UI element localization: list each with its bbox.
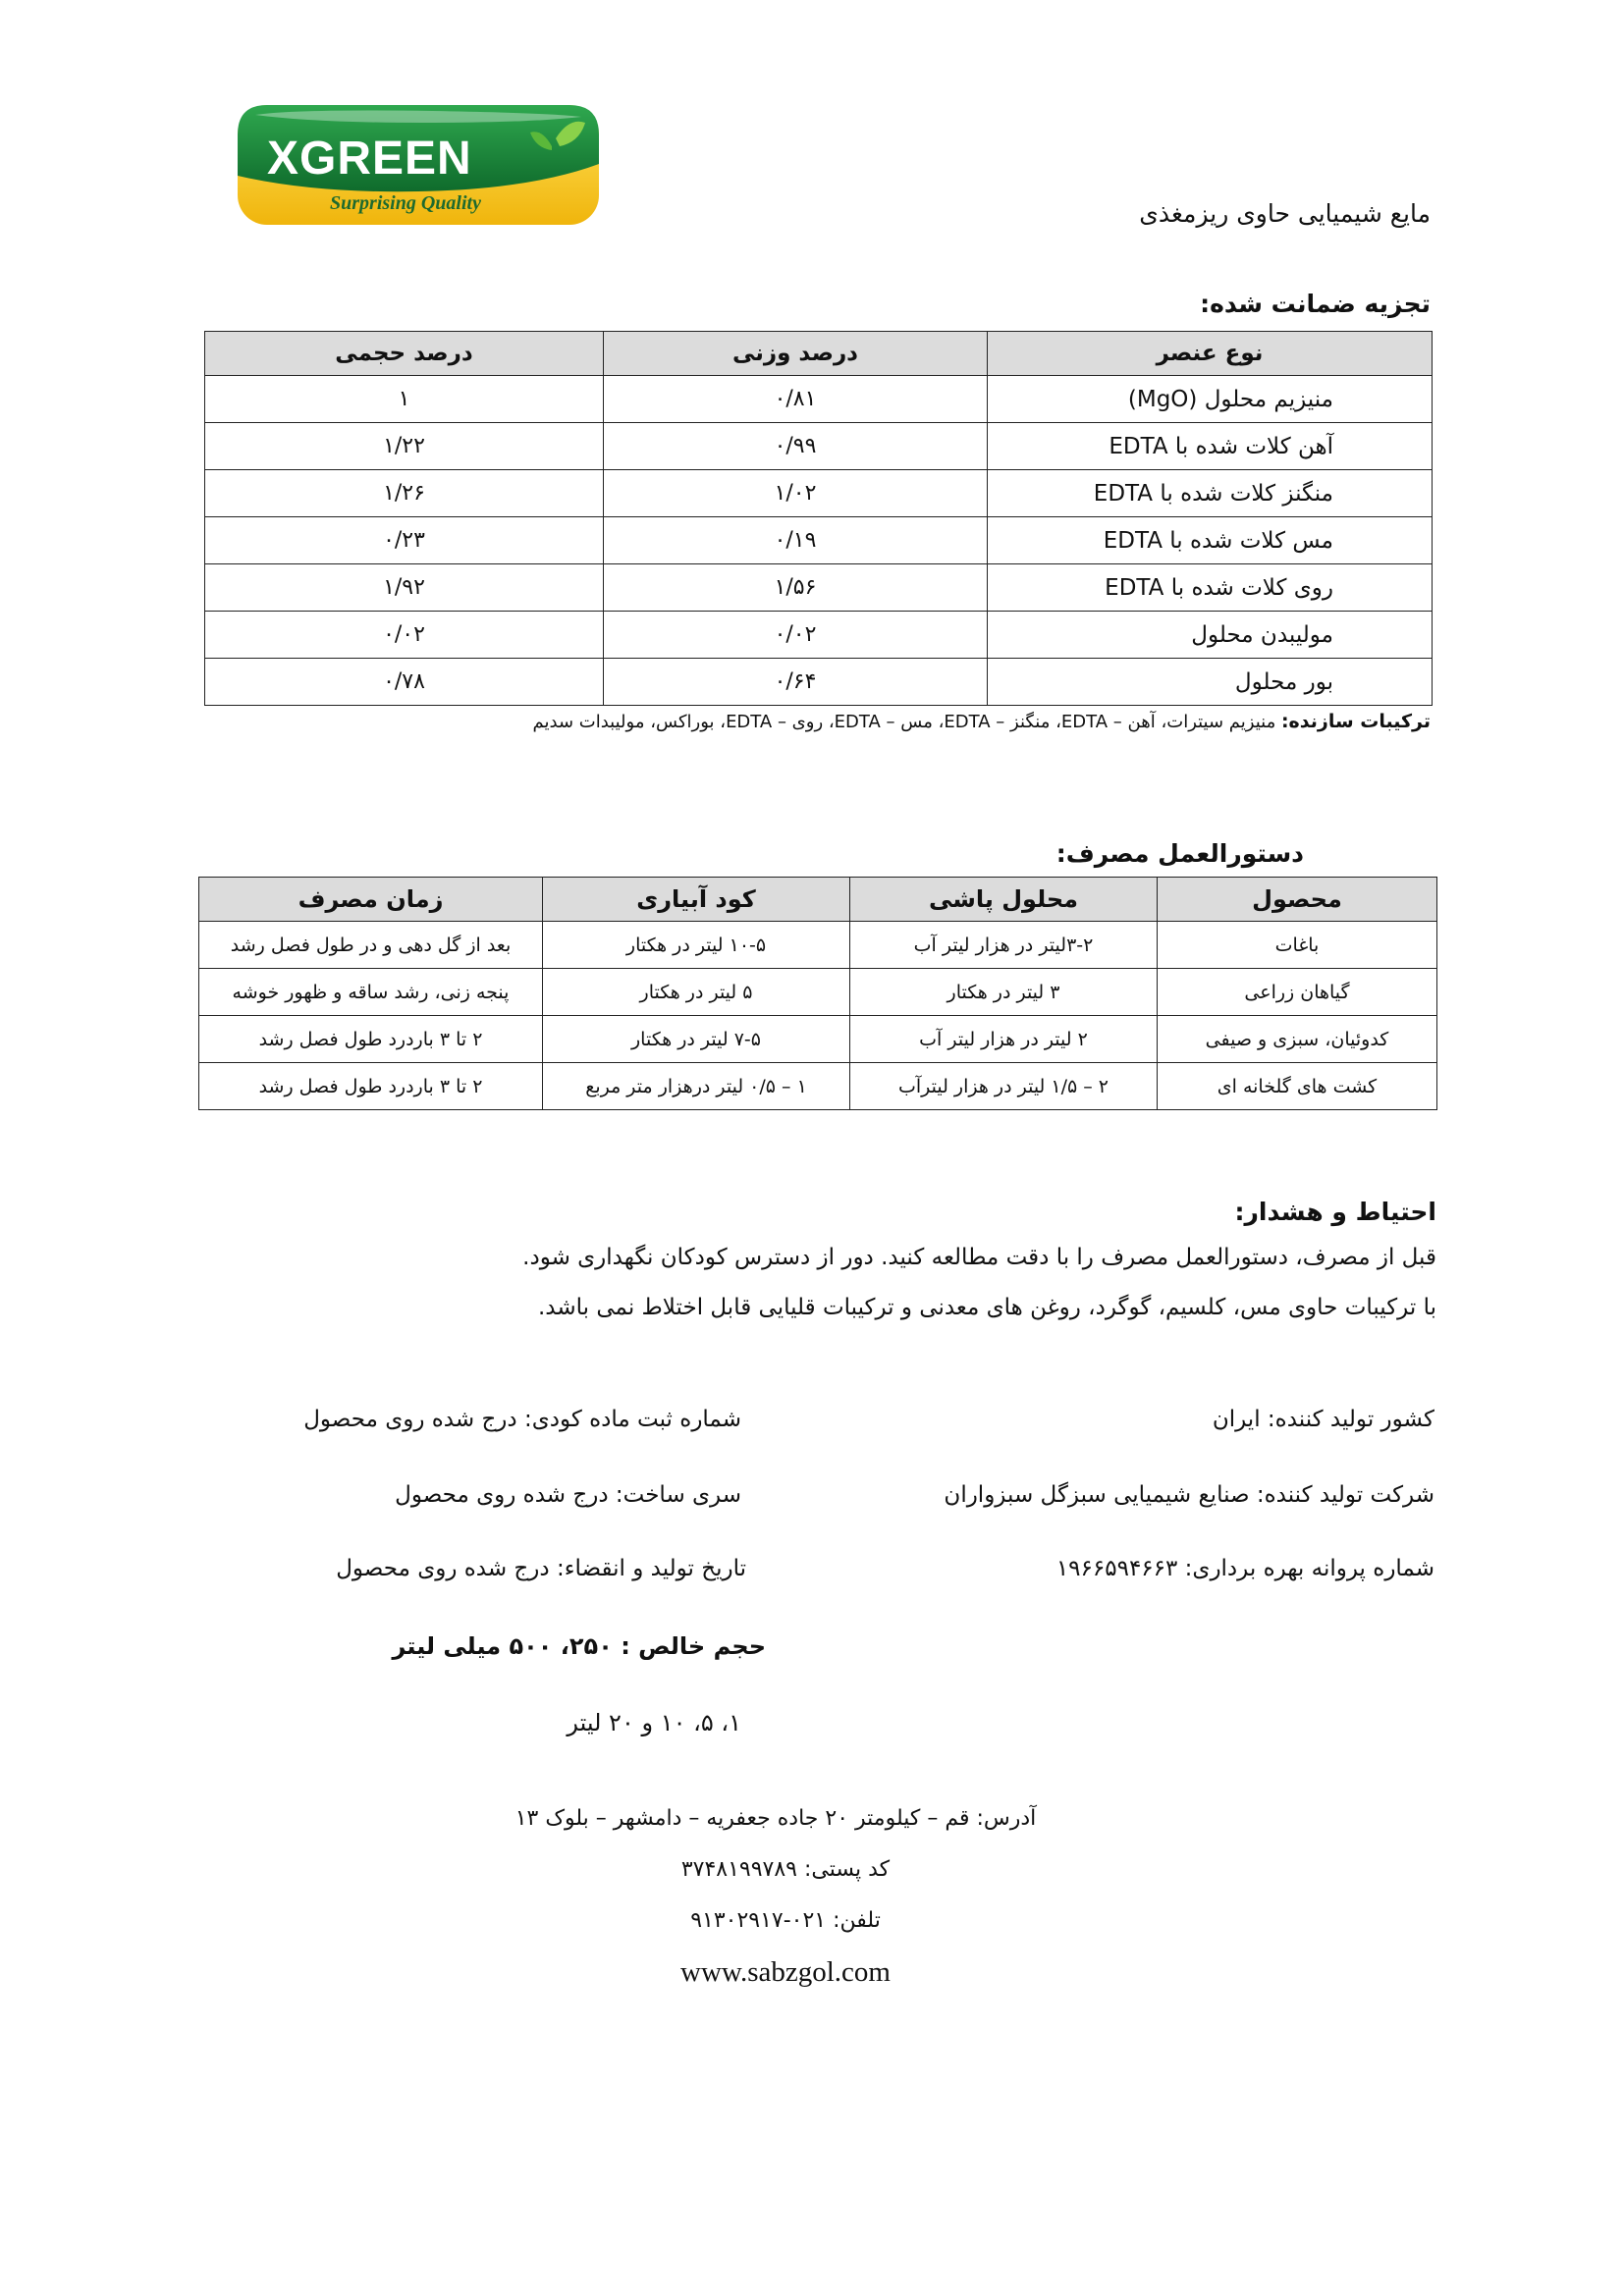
table-row — [205, 612, 1433, 659]
column-header: محلول پاشی — [850, 878, 1158, 922]
registration-number: شماره ثبت ماده کودی: درج شده روی محصول — [303, 1407, 741, 1432]
table-row — [199, 1063, 1437, 1110]
timing-cell: ۲ تا ۳ باردرد طول فصل رشد — [199, 1016, 543, 1063]
volume-percent: ۰/۰۲ — [205, 612, 604, 659]
composition-label: ترکیبات سازنده: — [1280, 711, 1431, 732]
producer-country: کشور تولید کننده: ایران — [1212, 1407, 1434, 1432]
producer-company: شرکت تولید کننده: صنایع شیمیایی سبزگل سبزواران — [944, 1482, 1434, 1508]
element-name: منگنز کلات شده با EDTA — [988, 470, 1433, 517]
element-name: منیزیم محلول (MgO) — [988, 376, 1433, 423]
column-header: درصد وزنی — [604, 332, 988, 376]
net-volume-sizes: ۱، ۵، ۱۰ و ۲۰ لیتر — [567, 1709, 741, 1736]
document-title: مایع شیمیایی حاوی ریزمغذی — [1139, 199, 1431, 228]
volume-percent: ۱/۲۲ — [205, 423, 604, 470]
weight-percent: ۰/۱۹ — [604, 517, 988, 564]
fertigation-cell: ۱ – ۰/۵ لیتر درهزار متر مربع — [543, 1063, 850, 1110]
logo-tagline: Surprising Quality — [330, 192, 481, 214]
crop-cell: کدوئیان، سبزی و صیفی — [1158, 1016, 1437, 1063]
timing-cell: بعد از گل دهی و در طول فصل رشد — [199, 922, 543, 969]
element-name: روی کلات شده با EDTA — [988, 564, 1433, 612]
composition-text: منیزیم سیترات، آهن – EDTA، منگنز – EDTA، مس – EDTA، روی – EDTA، بوراکس، مولیبدات سدیم — [532, 712, 1276, 732]
weight-percent: ۰/۹۹ — [604, 423, 988, 470]
volume-percent: ۱/۹۲ — [205, 564, 604, 612]
weight-percent: ۰/۶۴ — [604, 659, 988, 706]
volume-percent: ۰/۲۳ — [205, 517, 604, 564]
column-header: زمان مصرف — [199, 878, 543, 922]
table-row — [199, 1016, 1437, 1063]
spray-cell: ۲ – ۱/۵ لیتر در هزار لیترآب — [850, 1063, 1158, 1110]
table-header-row — [199, 878, 1437, 922]
element-name: آهن کلات شده با EDTA — [988, 423, 1433, 470]
spray-cell: ۳-۲لیتر در هزار لیتر آب — [850, 922, 1158, 969]
table-row — [205, 423, 1433, 470]
crop-cell: گیاهان زراعی — [1158, 969, 1437, 1016]
timing-cell: پنجه زنی، رشد ساقه و ظهور خوشه — [199, 969, 543, 1016]
fertigation-cell: ۵ لیتر در هکتار — [543, 969, 850, 1016]
analysis-heading: تجزیه ضمانت شده: — [1200, 290, 1431, 318]
volume-percent: ۰/۷۸ — [205, 659, 604, 706]
license-number: شماره پروانه بهره برداری: ۱۹۶۶۵۹۴۶۶۳ — [1055, 1556, 1434, 1581]
usage-heading: دستورالعمل مصرف: — [1055, 839, 1304, 868]
analysis-table — [204, 331, 1433, 706]
weight-percent: ۱/۰۲ — [604, 470, 988, 517]
composition-line — [533, 711, 1431, 732]
volume-percent: ۱ — [205, 376, 604, 423]
volume-percent: ۱/۲۶ — [205, 470, 604, 517]
weight-percent: ۰/۸۱ — [604, 376, 988, 423]
spray-cell: ۲ لیتر در هزار لیتر آب — [850, 1016, 1158, 1063]
caution-text: قبل از مصرف، دستورالعمل مصرف را با دقت مطالعه کنید. دور از دسترس کودکان نگهداری شود. — [522, 1245, 1436, 1270]
column-header: محصول — [1158, 878, 1437, 922]
table-row — [205, 659, 1433, 706]
production-expiry-dates: تاریخ تولید و انقضاء: درج شده روی محصول — [336, 1556, 746, 1581]
website-link[interactable]: www.sabzgol.com — [680, 1956, 891, 1988]
crop-cell: باغات — [1158, 922, 1437, 969]
weight-percent: ۱/۵۶ — [604, 564, 988, 612]
usage-table — [198, 877, 1437, 1110]
column-header: درصد حجمی — [205, 332, 604, 376]
batch-number: سری ساخت: درج شده روی محصول — [395, 1482, 741, 1508]
net-volume: حجم خالص : ۲۵۰، ۵۰۰ میلی لیتر — [392, 1632, 766, 1660]
element-name: بور محلول — [988, 659, 1433, 706]
address: آدرس: قم – کیلومتر ۲۰ جاده جعفریه – دامشهر – بلوک ۱۳ — [514, 1806, 1037, 1831]
brand-logo — [236, 103, 601, 227]
table-row — [199, 922, 1437, 969]
column-header: نوع عنصر — [988, 332, 1433, 376]
weight-percent: ۰/۰۲ — [604, 612, 988, 659]
table-row — [205, 376, 1433, 423]
table-row — [205, 470, 1433, 517]
postal-code: کد پستی: ۳۷۴۸۱۹۹۷۸۹ — [680, 1857, 891, 1882]
phone-number: تلفن: ۰۲۱-۹۱۳۰۲۹۱۷ — [690, 1908, 881, 1933]
crop-cell: کشت های گلخانه ای — [1158, 1063, 1437, 1110]
element-name: مس کلات شده با EDTA — [988, 517, 1433, 564]
fertigation-cell: ۱۰-۵ لیتر در هکتار — [543, 922, 850, 969]
table-row — [205, 564, 1433, 612]
spray-cell: ۳ لیتر در هکتار — [850, 969, 1158, 1016]
fertigation-cell: ۷-۵ لیتر در هکتار — [543, 1016, 850, 1063]
column-header: کود آبیاری — [543, 878, 850, 922]
table-row — [205, 517, 1433, 564]
table-row — [199, 969, 1437, 1016]
caution-text: با ترکیبات حاوی مس، کلسیم، گوگرد، روغن های معدنی و ترکیبات قلیایی قابل اختلاط نمی باشد. — [537, 1295, 1436, 1320]
element-name: مولیبدن محلول — [988, 612, 1433, 659]
table-header-row — [205, 332, 1433, 376]
caution-heading: احتیاط و هشدار: — [1234, 1198, 1436, 1226]
logo-wordmark: XGREEN — [267, 133, 472, 185]
timing-cell: ۲ تا ۳ باردرد طول فصل رشد — [199, 1063, 543, 1110]
